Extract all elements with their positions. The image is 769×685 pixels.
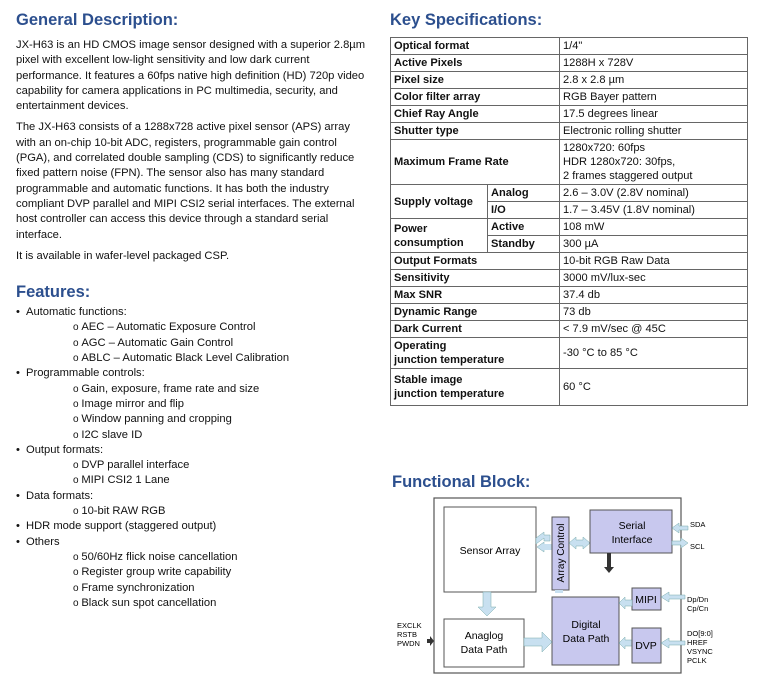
- digital-data-path-block: [552, 597, 619, 665]
- left-column: [16, 10, 371, 611]
- features-list: [16, 305, 371, 611]
- pclk-label: PCLK: [687, 656, 707, 665]
- table-row: I/O 1.7 – 3.45V (1.8V nominal): [391, 202, 748, 219]
- feature-label: Data formats:: [26, 489, 94, 502]
- table-row: Pixel size 2.8 x 2.8 µm: [391, 72, 748, 89]
- table-row: Dynamic Range 73 db: [391, 304, 748, 321]
- feature-subitem: o 50/60Hz flick noise cancellation: [73, 550, 371, 565]
- feature-label: Programmable controls:: [26, 367, 145, 380]
- feature-item: [16, 489, 371, 520]
- table-row: Supply voltage Analog 2.6 – 3.0V (2.8V nominal): [391, 185, 748, 202]
- feature-label: HDR mode support (staggered output): [26, 520, 217, 533]
- feature-label: Output formats:: [26, 443, 104, 456]
- table-row: Operating junction temperature -30 °C to 85 °C: [391, 338, 748, 369]
- table-row: Stable image junction temperature 60 °C: [391, 369, 748, 406]
- serial-label-2: Interface: [611, 534, 653, 546]
- table-row: Optical format 1/4": [391, 38, 748, 55]
- table-row: Standby 300 µA: [391, 236, 748, 253]
- feature-item: [16, 535, 371, 611]
- arrow: [555, 590, 563, 593]
- analog-label-1: Anaglog: [464, 630, 504, 642]
- rstb-label: RSTB: [397, 630, 418, 639]
- feature-subitem: o I2C slave ID: [73, 428, 371, 443]
- feature-subitem: o AGC – Automatic Gain Control: [73, 336, 371, 351]
- general-description-heading: General Description:: [16, 11, 179, 29]
- feature-subitem: o ABLC – Automatic Black Level Calibration: [73, 351, 371, 366]
- feature-subitem: o Register group write capability: [73, 565, 371, 580]
- scl-label: SCL: [690, 542, 705, 551]
- dp-label: Dp/Dn: [687, 595, 709, 604]
- right-column: [390, 10, 760, 406]
- feature-item: [16, 366, 371, 442]
- table-row: Power consumption Active 108 mW: [391, 219, 748, 236]
- exclk-label: EXCLK: [397, 621, 422, 630]
- table-row: Color filter array RGB Bayer pattern: [391, 89, 748, 106]
- feature-subitem: o Frame synchronization: [73, 581, 371, 596]
- functional-block-heading: Functional Block:: [392, 473, 531, 491]
- feature-label: Automatic functions:: [26, 306, 127, 319]
- digital-label-1: Digital: [571, 619, 601, 631]
- feature-subitem: o Gain, exposure, frame rate and size: [73, 382, 371, 397]
- feature-item: [16, 519, 371, 534]
- array-control-label: Array Control: [556, 523, 567, 583]
- sda-label: SDA: [690, 520, 706, 529]
- feature-label: Others: [26, 535, 60, 548]
- table-row: Shutter type Electronic rolling shutter: [391, 123, 748, 140]
- dvp-label: DVP: [635, 640, 657, 652]
- key-specifications-heading: Key Specifications:: [390, 11, 543, 29]
- features-heading: Features:: [16, 283, 91, 302]
- table-row: Output Formats 10-bit RGB Raw Data: [391, 253, 748, 270]
- href-label: HREF: [687, 638, 708, 647]
- feature-item: [16, 443, 371, 489]
- table-row: Sensitivity 3000 mV/lux-sec: [391, 270, 748, 287]
- table-row: Active Pixels 1288H x 728V: [391, 55, 748, 72]
- table-row: Maximum Frame Rate 1280x720: 60fps HDR 1280x720: 30fps, 2 frames staggered output: [391, 140, 748, 185]
- feature-subitem: o Black sun spot cancellation: [73, 596, 371, 611]
- feature-subitem: o Image mirror and flip: [73, 397, 371, 412]
- cp-label: Cp/Cn: [687, 604, 709, 613]
- feature-subitem: o AEC – Automatic Exposure Control: [73, 320, 371, 335]
- feature-item: [16, 305, 371, 366]
- digital-label-2: Data Path: [562, 633, 610, 645]
- sensor-array-label: Sensor Array: [459, 545, 521, 557]
- table-row: Dark Current < 7.9 mV/sec @ 45C: [391, 321, 748, 338]
- arrow: [427, 636, 434, 646]
- functional-block-diagram: [392, 495, 737, 675]
- analog-data-path-block: [444, 619, 524, 667]
- table-row: Max SNR 37.4 db: [391, 287, 748, 304]
- analog-label-2: Data Path: [460, 644, 508, 656]
- mipi-label: MIPI: [635, 594, 657, 606]
- description-paragraph-3: It is available in wafer-level packaged CSP.: [16, 249, 230, 262]
- arrow: [542, 544, 552, 550]
- description-paragraph-1: JX-H63 is an HD CMOS image sensor designed with a superior 2.8µm pixel with excellent low-light sensitivity and low dark current performance. It features a 60fps native high definition (HD) 720p video capability for camera applications in PC multimedia, security, and entertainment devices.: [16, 39, 366, 113]
- do-label: DO[9:0]: [687, 629, 713, 638]
- feature-subitem: o DVP parallel interface: [73, 458, 371, 473]
- specifications-table: [390, 37, 748, 406]
- description-paragraph-2: The JX-H63 consists of a 1288x728 active pixel sensor (APS) array with an on-chip 10-bit ADC, registers, programmable gain control (PGA), and correlated double sampling (CDS) to significantly reduce fixed pattern noise (FPN). The sensor also has many standard programmable and automatic functions. It has both the industry compliant DVP parallel and MIPI CSI2 serial interfaces. The external host controller can access this device through a standard serial interface.: [16, 121, 355, 241]
- feature-subitem: o 10-bit RAW RGB: [73, 504, 371, 519]
- serial-label-1: Serial: [618, 520, 646, 532]
- feature-subitem: o Window panning and cropping: [73, 412, 371, 427]
- pwdn-label: PWDN: [397, 639, 420, 648]
- table-row: Chief Ray Angle 17.5 degrees linear: [391, 106, 748, 123]
- feature-subitem: o MIPI CSI2 1 Lane: [73, 473, 371, 488]
- vsync-label: VSYNC: [687, 647, 713, 656]
